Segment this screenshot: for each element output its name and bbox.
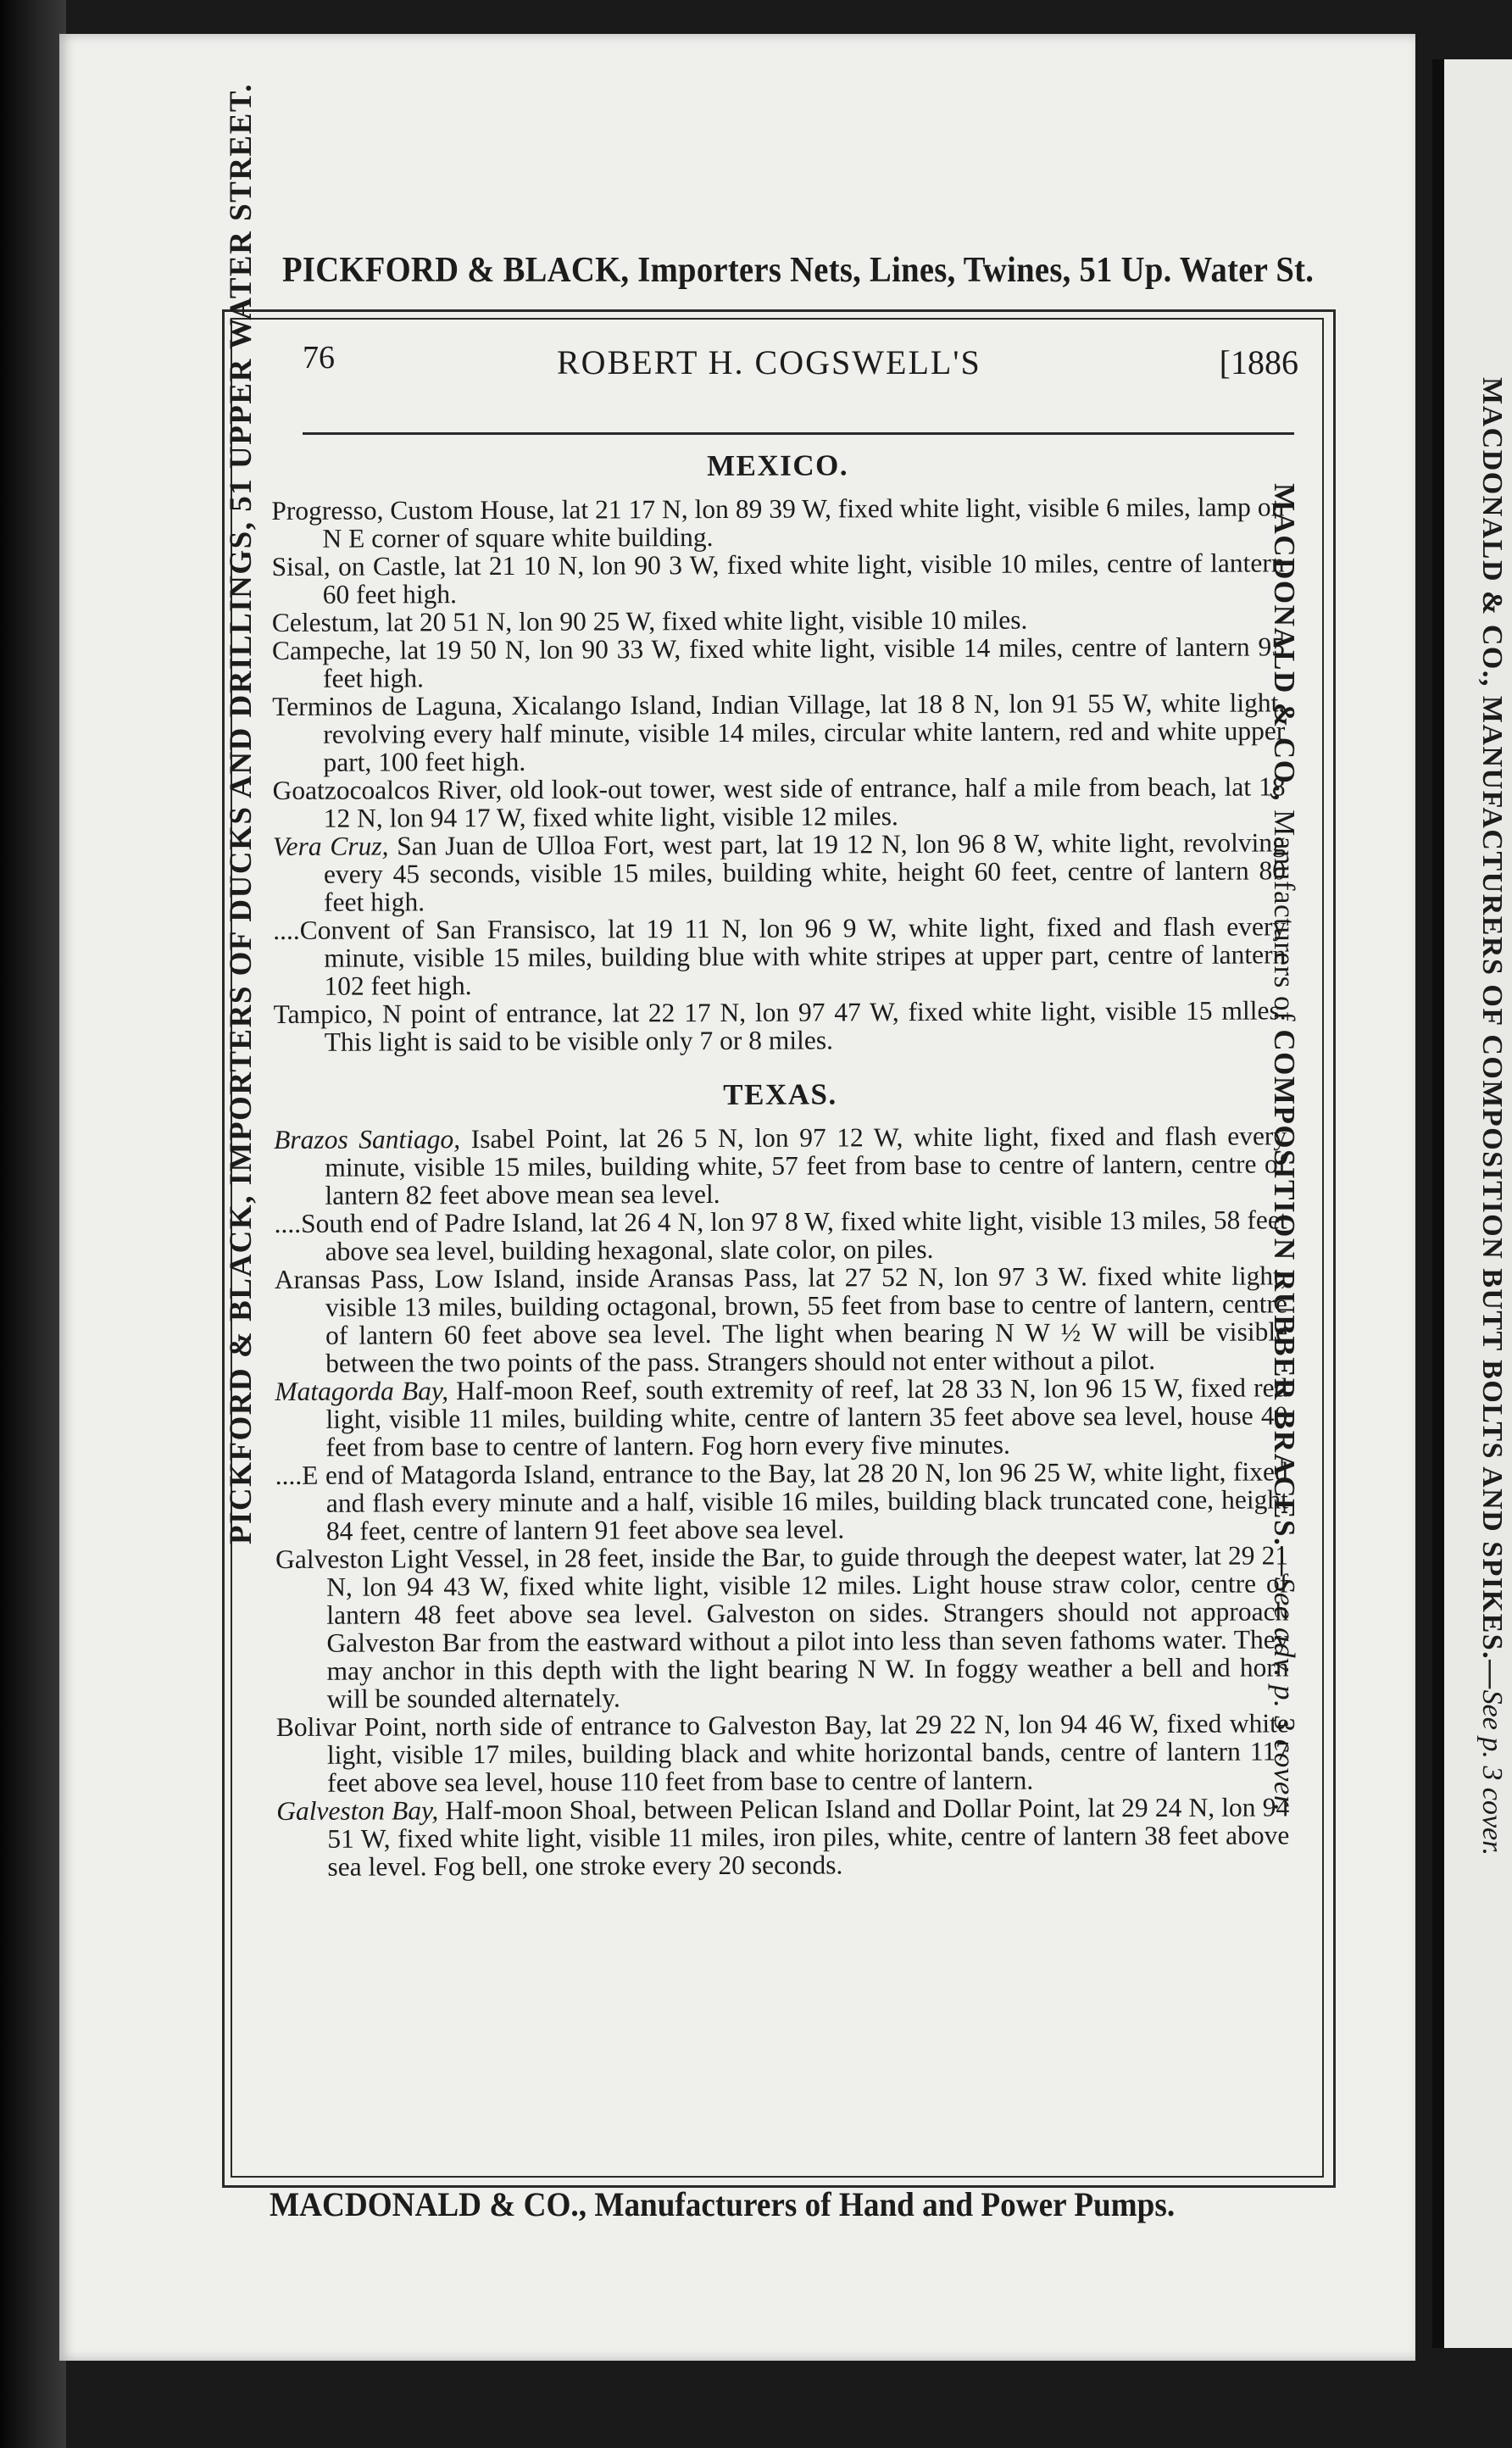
entry-text: Bolivar Point, north side of entrance to Galveston Bay, lat 29 22 N, lon 94 46 W, fixed white light, visible 17 miles, building black and white horizontal bands, centre of lantern 117 feet above sea level, house 110 feet from base to centre of lantern.: [275, 1708, 1289, 1798]
left-margin-advertisement: PICKFORD & BLACK, IMPORTERS OF DUCKS AND DRILLINGS, 51 UPPER WATER STREET.: [224, 82, 258, 1545]
lighthouse-entry: [273, 828, 1286, 916]
entry-text: Campeche, lat 19 50 N, lon 90 33 W, fixed white light, visible 14 miles, centre of lantern 95 feet high.: [271, 631, 1285, 693]
header-year: [1886: [1219, 343, 1298, 381]
lighthouse-entry: [273, 772, 1286, 832]
entry-text: Aransas Pass, Low Island, inside Aransas Pass, lat 27 52 N, lon 97 3 W. fixed white light, visible 13 miles, building octagonal, brown, 55 feet from base to centre of lantern, centre of lantern 60 feet above sea level. The light when bearing N W ½ W will be visible between the two points of the pass. Strangers should not enter without a pilot.: [274, 1260, 1288, 1378]
adjacent-page-ad-main: MACDONALD & CO., MANUFACTURERS OF COMPOSITION BUTT BOLTS AND SPIKES.—: [1476, 377, 1508, 1690]
entry-text: ....E end of Matagorda Island, entrance to the Bay, lat 28 20 N, lon 96 25 W, white light, fixed and flash every minute and a half, visible 16 miles, building black truncated cone, height 84 feet, centre of lantern 91 feet above sea level.: [275, 1456, 1288, 1546]
running-header: [303, 339, 1298, 390]
section-title-texas: TEXAS.: [723, 1077, 837, 1111]
entry-text: Half-moon Reef, south extremity of reef, lat 28 33 N, lon 96 15 W, fixed red light, visible 11 miles, building white, centre of lantern 35 feet above sea level, house 40 feet from base to centre of lantern. Fog horn every five minutes.: [325, 1372, 1288, 1462]
lighthouse-entry: [274, 1205, 1287, 1266]
entry-text: Tampico, N point of entrance, lat 22 17 N, lon 97 47 W, fixed white light, visible 15 mlles. This light is said to be visible only 7 or 8 miles.: [273, 995, 1287, 1057]
entry-text: Goatzocoalcos River, old look-out tower, west side of entrance, half a mile from beach, lat 18 12 N, lon 94 17 W, fixed white light, visible 12 miles.: [272, 771, 1286, 833]
book-spine-shadow: [0, 0, 66, 2448]
entry-text: Sisal, on Castle, lat 21 10 N, lon 90 3 W, fixed white light, visible 10 miles, centre of lantern 60 feet high.: [271, 548, 1285, 609]
adjacent-page-margin-ad: [1466, 377, 1512, 2166]
lighthouse-entry: [273, 912, 1286, 1000]
lighthouse-entry: [272, 688, 1285, 776]
entry-text: Celestum, lat 20 51 N, lon 90 25 W, fixed white light, visible 10 miles.: [271, 604, 1028, 637]
entry-text: Galveston Light Vessel, in 28 feet, inside the Bar, to guide through the deepest water, lat 29 21 N, lon 94 43 W, fixed white light, visible 12 miles. Light house straw color, centre of lantern 48 feet above sea level. Galveston on sides. Strangers should not approach Galveston Bar from the eastward without a pilot into less than seven fathoms water. They may anchor in this depth with the light bearing N W. In foggy weather a bell and horn will be sounded alternately.: [275, 1540, 1289, 1714]
entry-text: San Juan de Ulloa Fort, west part, lat 19 12 N, lon 96 8 W, white light, revolving every 45 seconds, visible 15 miles, building white, height 60 feet, centre of lantern 80 feet high.: [323, 827, 1287, 917]
header-rule: [303, 432, 1294, 435]
lighthouse-entry: [271, 492, 1284, 553]
section-title-mexico: MEXICO.: [707, 448, 849, 483]
running-title: ROBERT H. COGSWELL'S: [557, 343, 981, 381]
texas-entries: [274, 1121, 1289, 1881]
right-ad-mid: Manufacturers of: [1268, 810, 1301, 1022]
entry-text: ....Convent of San Fransisco, lat 19 11 N, lon 96 9 W, white light, fixed and flash every minute, visible 15 miles, building blue with white stripes at upper part, centre of lantern 102 feet high.: [273, 911, 1287, 1001]
lighthouse-entry: [276, 1793, 1289, 1881]
right-ad-company: MACDONALD & CO.,: [1268, 483, 1301, 802]
page-number: 76: [303, 340, 335, 376]
entry-location: Vera Cruz,: [272, 831, 389, 861]
entry-location: Galveston Bay,: [276, 1795, 439, 1826]
lighthouse-entry: [274, 1121, 1287, 1210]
entry-text: Isabel Point, lat 26 5 N, lon 97 12 W, white light, fixed and flash every minute, visible 15 miles, building white, 57 feet from base to centre of lantern, centre of lantern 82 feet above mean sea level.: [325, 1121, 1287, 1210]
header-advertisement: PICKFORD & BLACK, Importers Nets, Lines, Twines, 51 Up. Water St.: [282, 251, 1315, 290]
lighthouse-entry: [275, 1457, 1288, 1545]
lighthouse-entry: [271, 548, 1284, 609]
mexico-entries: [271, 492, 1287, 1056]
lighthouse-entry: [274, 996, 1287, 1056]
lighthouse-entry: [276, 1709, 1289, 1797]
entry-text: Progresso, Custom House, lat 21 17 N, lon 89 39 W, fixed white light, visible 6 miles, lamp on N E corner of square white building.: [271, 492, 1285, 554]
lighthouse-entry: [275, 1373, 1287, 1461]
lighthouse-list: [271, 441, 1289, 1881]
lighthouse-entry: [272, 632, 1285, 693]
adjacent-page-ad-note: See p. 3 cover.: [1476, 1689, 1508, 1856]
right-ad-product: COMPOSITION RUBBER BRACES.—: [1268, 1029, 1301, 1577]
entry-location: Matagorda Bay,: [275, 1376, 449, 1406]
entry-text: Half-moon Shoal, between Pelican Island and Dollar Point, lat 29 24 N, lon 94 51 W, fixed white light, visible 11 miles, iron piles, white, centre of lantern 38 feet above sea level. Fog bell, one stroke every 20 seconds.: [327, 1792, 1290, 1882]
entry-location: Brazos Santiago,: [274, 1124, 461, 1154]
entry-text: ....South end of Padre Island, lat 26 4 N, lon 97 8 W, fixed white light, visible 13 miles, 58 feet above sea level, building hexagonal, slate color, on piles.: [274, 1205, 1287, 1266]
lighthouse-entry: [275, 1261, 1287, 1377]
footer-advertisement: MACDONALD & CO., Manufacturers of Hand and Power Pumps.: [270, 2185, 1176, 2223]
lighthouse-entry: [275, 1541, 1289, 1713]
entry-text: Terminos de Laguna, Xicalango Island, Indian Village, lat 18 8 N, lon 91 55 W, white light, revolving every half minute, visible 14 miles, circular white lantern, red and white upper part, 100 feet high.: [272, 687, 1286, 777]
right-ad-note: See adv. p. 3 cover.: [1268, 1577, 1301, 1812]
